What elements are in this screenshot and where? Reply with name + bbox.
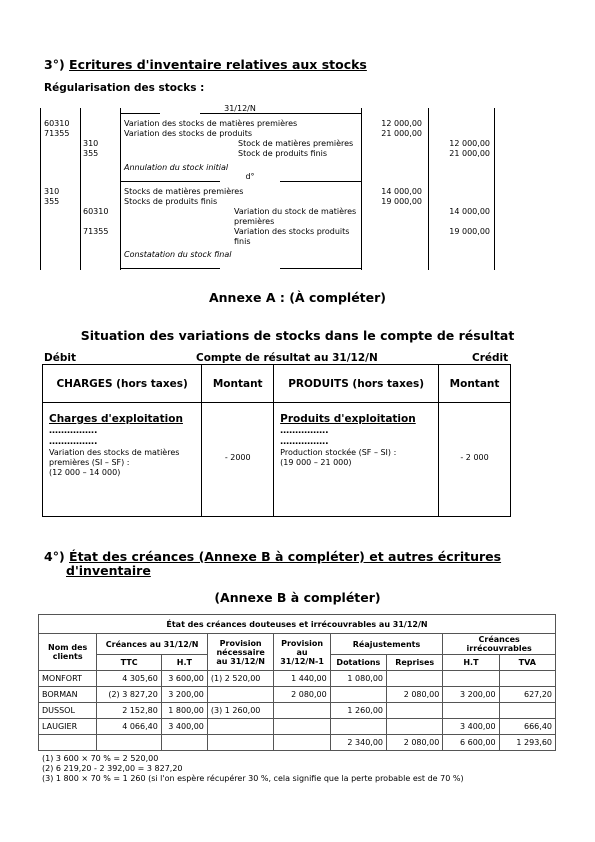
charges-dots: ……………. bbox=[49, 426, 98, 436]
journal-line bbox=[40, 108, 41, 270]
entry-line: Variation du stock de matières premières bbox=[234, 207, 357, 226]
table-row bbox=[39, 703, 556, 719]
debit-account: 71355 bbox=[44, 129, 70, 138]
debit-account: 310 bbox=[44, 187, 60, 196]
ht-value: 3 600,00 bbox=[161, 671, 207, 687]
header-montant: Montant bbox=[202, 365, 274, 403]
closing-rule bbox=[280, 268, 361, 269]
credit-account: 71355 bbox=[83, 227, 109, 236]
header-clients: Nom des clients bbox=[39, 634, 97, 671]
client-name: DUSSOL bbox=[39, 703, 97, 719]
debit-amount: 19 000,00 bbox=[381, 197, 422, 206]
entry-label: Constatation du stock final bbox=[124, 250, 232, 259]
produits-amount: - 2 000 bbox=[439, 403, 511, 517]
ht-value: 1 800,00 bbox=[161, 703, 207, 719]
note: (3) 1 800 × 70 % = 1 260 (si l'on espère récupérer 30 %, cela signifie que la perte probable est de 70 %) bbox=[42, 774, 464, 783]
note: (1) 3 600 × 70 % = 2 520,00 bbox=[42, 754, 159, 763]
journal-line bbox=[120, 108, 121, 270]
entry-line: Stock de matières premières bbox=[238, 139, 354, 148]
charges-dots: ……………. bbox=[49, 437, 98, 447]
produits-title: Produits d'exploitation bbox=[280, 413, 416, 425]
ttc-value: 4 305,60 bbox=[97, 671, 161, 687]
closing-rule bbox=[120, 268, 220, 269]
header-reajustements: Réajustements bbox=[330, 634, 443, 655]
total-irrec-ht: 6 600,00 bbox=[443, 735, 499, 751]
separator-rule bbox=[280, 181, 361, 182]
debit-amount: 14 000,00 bbox=[381, 187, 422, 196]
debit-amount: 12 000,00 bbox=[381, 119, 422, 128]
dotation-value bbox=[330, 687, 386, 703]
credit-label: Crédit bbox=[472, 352, 509, 364]
irrec-ht-value bbox=[443, 671, 499, 687]
ht-value: 3 200,00 bbox=[161, 687, 207, 703]
charges-cell bbox=[43, 403, 202, 517]
debit-account: 60310 bbox=[44, 119, 70, 128]
header-montant: Montant bbox=[439, 365, 511, 403]
charges-amount: - 2000 bbox=[202, 403, 274, 517]
header-ht: H.T bbox=[161, 655, 207, 671]
ttc-value: (2) 3 827,20 bbox=[97, 687, 161, 703]
date-rule bbox=[120, 113, 160, 114]
separator-rule bbox=[120, 181, 220, 182]
journal-line bbox=[80, 108, 81, 270]
journal-line bbox=[494, 108, 495, 270]
header-irrec-tva: TVA bbox=[499, 655, 555, 671]
note: (2) 6 219,20 - 2 392,00 = 3 827,20 bbox=[42, 764, 183, 773]
produits-dots: ……………. bbox=[280, 426, 329, 436]
empty-cell bbox=[274, 735, 330, 751]
dotation-value bbox=[330, 719, 386, 735]
credit-account: 355 bbox=[83, 149, 99, 158]
table-row bbox=[39, 687, 556, 703]
header-irrecouvrables: Créances irrécouvrables bbox=[443, 634, 556, 655]
produits-text: Production stockée (SF – SI) : (19 000 – 21 000) bbox=[280, 448, 397, 467]
table-row bbox=[39, 671, 556, 687]
reprise-value: 2 080,00 bbox=[387, 687, 443, 703]
annexe-a-subtitle: Situation des variations de stocks dans le compte de résultat bbox=[80, 328, 515, 343]
entry-line: Variation des stocks de matières premières bbox=[124, 119, 298, 128]
reprise-value bbox=[387, 703, 443, 719]
client-name: LAUGIER bbox=[39, 719, 97, 735]
irrec-tva-value bbox=[499, 671, 555, 687]
compte-resultat-table bbox=[42, 364, 511, 517]
date-rule bbox=[280, 113, 361, 114]
irrec-tva-value: 666,40 bbox=[499, 719, 555, 735]
entry-line: Variation des stocks de produits bbox=[124, 129, 252, 138]
section4-heading bbox=[44, 549, 564, 564]
header-provision-n1: Provision au 31/12/N-1 bbox=[274, 634, 330, 671]
provision-n1-value: 1 440,00 bbox=[274, 671, 330, 687]
journal-line bbox=[428, 108, 429, 270]
header-provision-necessaire: Provision nécessaire au 31/12/N bbox=[207, 634, 274, 671]
debit-amount: 21 000,00 bbox=[381, 129, 422, 138]
credit-account: 310 bbox=[83, 139, 99, 148]
entry-line: Stocks de matières premières bbox=[124, 187, 244, 196]
provision-value bbox=[207, 687, 274, 703]
debit-label: Débit bbox=[44, 352, 76, 364]
empty-cell bbox=[161, 735, 207, 751]
header-reprises: Reprises bbox=[387, 655, 443, 671]
client-name: BORMAN bbox=[39, 687, 97, 703]
irrec-ht-value: 3 200,00 bbox=[443, 687, 499, 703]
ttc-value: 4 066,40 bbox=[97, 719, 161, 735]
irrec-ht-value bbox=[443, 703, 499, 719]
provision-n1-value bbox=[274, 703, 330, 719]
total-irrec-tva: 1 293,60 bbox=[499, 735, 555, 751]
irrec-tva-value: 627,20 bbox=[499, 687, 555, 703]
header-creances: Créances au 31/12/N bbox=[97, 634, 208, 655]
credit-amount: 14 000,00 bbox=[449, 207, 490, 216]
provision-n1-value bbox=[274, 719, 330, 735]
header-ttc: TTC bbox=[97, 655, 161, 671]
entry-line: Variation des stocks produits finis bbox=[234, 227, 350, 246]
produits-cell bbox=[274, 403, 439, 517]
entry-label: Annulation du stock initial bbox=[124, 163, 229, 172]
table-row bbox=[39, 719, 556, 735]
produits-dots: ……………. bbox=[280, 437, 329, 447]
client-name: MONFORT bbox=[39, 671, 97, 687]
credit-amount: 19 000,00 bbox=[449, 227, 490, 236]
credit-account: 60310 bbox=[83, 207, 109, 216]
debit-account: 355 bbox=[44, 197, 60, 206]
empty-cell bbox=[97, 735, 161, 751]
provision-value bbox=[207, 719, 274, 735]
creances-table-title: État des créances douteuses et irrécouvrables au 31/12/N bbox=[39, 615, 556, 634]
annexe-b-title: (Annexe B à compléter) bbox=[214, 590, 381, 605]
header-dotations: Dotations bbox=[330, 655, 386, 671]
section3-title: Ecritures d'inventaire relatives aux stocks bbox=[69, 57, 367, 72]
section4-title-line2-wrap bbox=[66, 563, 151, 578]
entry-line: Stock de produits finis bbox=[238, 149, 328, 158]
section3-number: 3°) bbox=[44, 57, 65, 72]
ttc-value: 2 152,80 bbox=[97, 703, 161, 719]
irrec-ht-value: 3 400,00 bbox=[443, 719, 499, 735]
credit-amount: 12 000,00 bbox=[449, 139, 490, 148]
provision-value: (1) 2 520,00 bbox=[207, 671, 274, 687]
header-charges: CHARGES (hors taxes) bbox=[43, 365, 202, 403]
total-reprises: 2 080,00 bbox=[387, 735, 443, 751]
entry-line: Stocks de produits finis bbox=[124, 197, 218, 206]
dotation-value: 1 260,00 bbox=[330, 703, 386, 719]
provision-n1-value: 2 080,00 bbox=[274, 687, 330, 703]
total-dotations: 2 340,00 bbox=[330, 735, 386, 751]
irrec-tva-value bbox=[499, 703, 555, 719]
dotation-value: 1 080,00 bbox=[330, 671, 386, 687]
empty-cell bbox=[39, 735, 97, 751]
section4-title-line1: État des créances (Annexe B à compléter) et autres écritures bbox=[69, 549, 502, 564]
reprise-value bbox=[387, 671, 443, 687]
journal-date: 31/12/N bbox=[224, 104, 256, 113]
header-irrec-ht: H.T bbox=[443, 655, 499, 671]
separator-do: d° bbox=[245, 172, 255, 181]
ht-value: 3 400,00 bbox=[161, 719, 207, 735]
annexe-a-title: Annexe A : (À compléter) bbox=[208, 290, 387, 305]
creances-table bbox=[38, 614, 556, 751]
totals-row bbox=[39, 735, 556, 751]
section3-subtitle: Régularisation des stocks : bbox=[44, 82, 205, 94]
credit-amount: 21 000,00 bbox=[449, 149, 490, 158]
section4-number: 4°) bbox=[44, 549, 65, 564]
provision-value: (3) 1 260,00 bbox=[207, 703, 274, 719]
header-produits: PRODUITS (hors taxes) bbox=[274, 365, 439, 403]
compte-resultat-label: Compte de résultat au 31/12/N bbox=[196, 352, 378, 364]
empty-cell bbox=[207, 735, 274, 751]
section4-title-line2: d'inventaire bbox=[66, 563, 151, 578]
reprise-value bbox=[387, 719, 443, 735]
charges-title: Charges d'exploitation bbox=[49, 413, 183, 425]
section3-heading bbox=[44, 57, 367, 72]
charges-text: Variation des stocks de matières premières (SI – SF) : (12 000 – 14 000) bbox=[49, 448, 180, 477]
